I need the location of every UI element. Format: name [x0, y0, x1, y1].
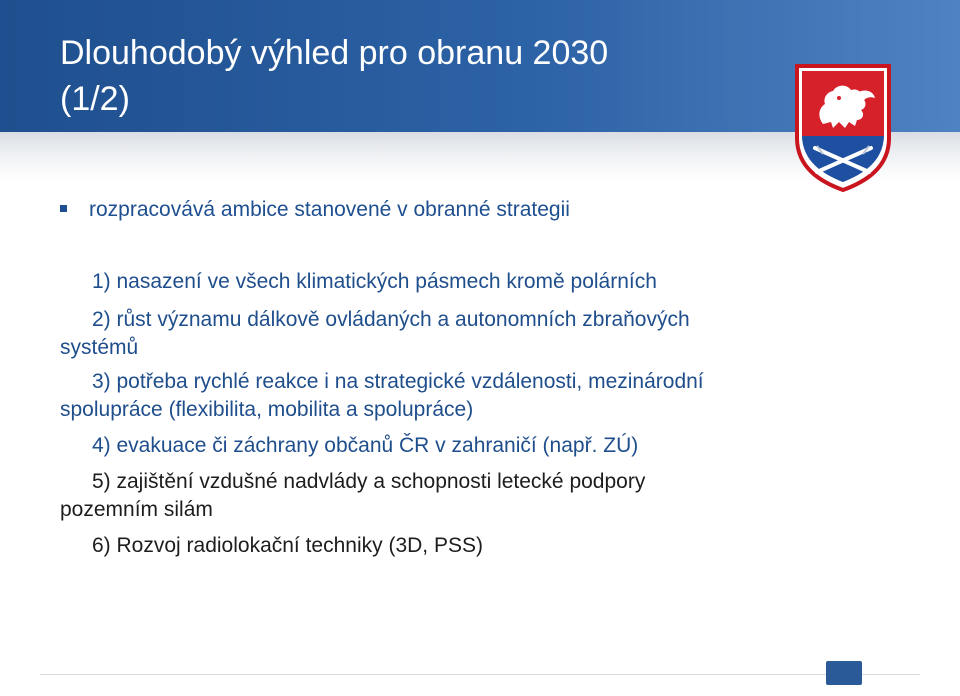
list-item-continuation: systémů: [60, 336, 139, 359]
main-bullet-text: rozpracovává ambice stanovené v obranné strategii: [89, 198, 570, 221]
list-item-continuation: spolupráce (flexibilita, mobilita a spolupráce): [60, 398, 474, 421]
square-bullet-icon: [60, 205, 67, 212]
list-item-line: 4) evakuace či záchrany občanů ČR v zahraničí (např. ZÚ): [92, 434, 639, 457]
title-line-2: (1/2): [60, 80, 130, 118]
main-bullet: [60, 198, 570, 222]
list-item-line: 5) zajištění vzdušné nadvlády a schopnosti letecké podpory: [92, 470, 646, 493]
list-item: [60, 468, 920, 524]
list-item: [60, 432, 920, 460]
footer-accent-block: [826, 661, 862, 685]
list-item: [60, 532, 920, 560]
list-item-line: 6) Rozvoj radiolokační techniky (3D, PSS): [92, 534, 483, 557]
list-item-continuation: pozemním silám: [60, 498, 213, 521]
list-item: [60, 268, 920, 296]
list-item-line: 1) nasazení ve všech klimatických pásmech kromě polárních: [92, 270, 657, 293]
list-item-line: 2) růst významu dálkově ovládaných a autonomních zbraňových: [92, 308, 690, 331]
list-item: [60, 306, 920, 362]
title-line-1: Dlouhodobý výhled pro obranu 2030: [60, 34, 609, 72]
list-item: [60, 368, 920, 424]
list-item-line: 3) potřeba rychlé reakce i na strategické vzdálenosti, mezinárodní: [92, 370, 704, 393]
footer-divider: [40, 674, 920, 675]
